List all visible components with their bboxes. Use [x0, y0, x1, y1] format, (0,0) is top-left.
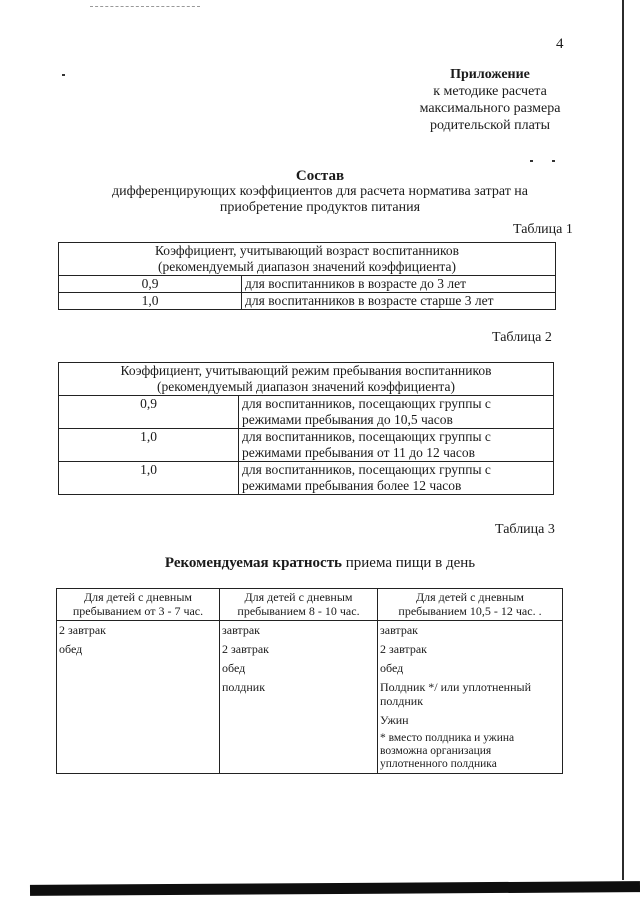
- table2-header: [59, 363, 554, 396]
- scan-speck: [62, 74, 65, 76]
- table-row: [57, 621, 563, 774]
- meal-list: [378, 621, 563, 774]
- scan-speck: [552, 160, 555, 162]
- header-line: Для детей с дневным: [415, 590, 525, 604]
- document-title: Состав: [295, 168, 345, 184]
- coefficient-description: для воспитанников в возрасте старше 3 лет: [242, 293, 556, 310]
- appendix-line: к методике расчета: [433, 84, 547, 99]
- meal-item: обед: [222, 661, 246, 675]
- meal-item: 2 завтрак: [380, 642, 427, 656]
- table-row: [59, 276, 556, 293]
- header-line: пребыванием 8 - 10 час.: [237, 604, 360, 618]
- meal-item: Ужин: [380, 713, 409, 727]
- appendix-title: Приложение: [450, 67, 530, 82]
- coefficient-description: [239, 396, 554, 429]
- table2: [58, 362, 554, 495]
- coefficient-value: 1,0: [59, 462, 239, 495]
- header-line: (рекомендуемый диапазон значений коэффициента): [158, 259, 456, 274]
- coefficient-description: для воспитанников в возрасте до 3 лет: [242, 276, 556, 293]
- description-line: для воспитанников, посещающих группы с: [242, 429, 491, 444]
- header-line: Коэффициент, учитывающий возраст воспитанников: [154, 243, 460, 258]
- appendix-line: максимального размера: [419, 101, 561, 116]
- page-number: 4: [556, 36, 564, 52]
- appendix-line: родительской платы: [429, 118, 551, 133]
- description-line: режимами пребывания от 11 до 12 часов: [242, 445, 475, 460]
- table1: [58, 242, 556, 310]
- coefficient-value: 0,9: [59, 276, 242, 293]
- document-title-block: [60, 168, 580, 216]
- meal-list: [220, 621, 378, 774]
- document-subtitle-line: дифференцирующих коэффициентов для расчета норматива затрат на: [111, 184, 529, 199]
- scan-edge-bottom: [30, 881, 640, 896]
- table2-caption: Таблица 2: [492, 330, 552, 345]
- description-line: для воспитанников, посещающих группы с: [242, 396, 491, 411]
- table-row: [59, 429, 554, 462]
- meal-item: завтрак: [380, 623, 418, 637]
- coefficient-description: [239, 429, 554, 462]
- header-line: пребыванием от 3 - 7 час.: [72, 604, 204, 618]
- meal-footnote: * вместо полдника и ужина возможна организация уплотненного полдника: [380, 732, 515, 770]
- meal-list: [57, 621, 220, 774]
- column-header: [378, 589, 563, 621]
- header-line: Для детей с дневным: [244, 590, 353, 604]
- coefficient-description: [239, 462, 554, 495]
- table-row: [59, 293, 556, 310]
- table-header-row: [59, 243, 556, 276]
- header-line: Для детей с дневным: [83, 590, 193, 604]
- meal-item: завтрак: [222, 623, 260, 637]
- scan-edge-top: [90, 6, 200, 8]
- table1-header: [59, 243, 556, 276]
- column-header: [220, 589, 378, 621]
- description-line: режимами пребывания до 10,5 часов: [242, 412, 453, 427]
- coefficient-value: 1,0: [59, 429, 239, 462]
- table-header-row: [57, 589, 563, 621]
- description-line: режимами пребывания более 12 часов: [242, 478, 462, 493]
- table3: [56, 588, 563, 774]
- document-subtitle-line: приобретение продуктов питания: [219, 200, 421, 215]
- meal-item: 2 завтрак: [59, 623, 106, 637]
- table-header-row: [59, 363, 554, 396]
- meal-item: обед: [59, 642, 83, 656]
- table-row: [59, 462, 554, 495]
- meal-item: полдник: [222, 680, 266, 694]
- table-row: [59, 396, 554, 429]
- column-header: [57, 589, 220, 621]
- header-line: Коэффициент, учитывающий режим пребывания воспитанников: [120, 363, 492, 378]
- coefficient-value: 1,0: [59, 293, 242, 310]
- scan-edge-right: [622, 0, 624, 880]
- header-line: пребыванием 10,5 - 12 час. .: [398, 604, 542, 618]
- description-line: для воспитанников, посещающих группы с: [242, 462, 491, 477]
- table3-caption: Таблица 3: [495, 522, 555, 537]
- appendix-block: [390, 66, 590, 134]
- meal-item: обед: [380, 661, 404, 675]
- table3-heading-rest: приема пищи в день: [342, 555, 476, 571]
- table3-heading-bold: Рекомендуемая кратность: [164, 555, 342, 571]
- scan-speck: [530, 160, 533, 162]
- meal-item: Полдник */ или уплотненный полдник: [380, 680, 532, 708]
- table1-caption: Таблица 1: [513, 222, 573, 237]
- table3-heading: [90, 555, 550, 572]
- coefficient-value: 0,9: [59, 396, 239, 429]
- meal-item: 2 завтрак: [222, 642, 269, 656]
- header-line: (рекомендуемый диапазон значений коэффициента): [157, 379, 455, 394]
